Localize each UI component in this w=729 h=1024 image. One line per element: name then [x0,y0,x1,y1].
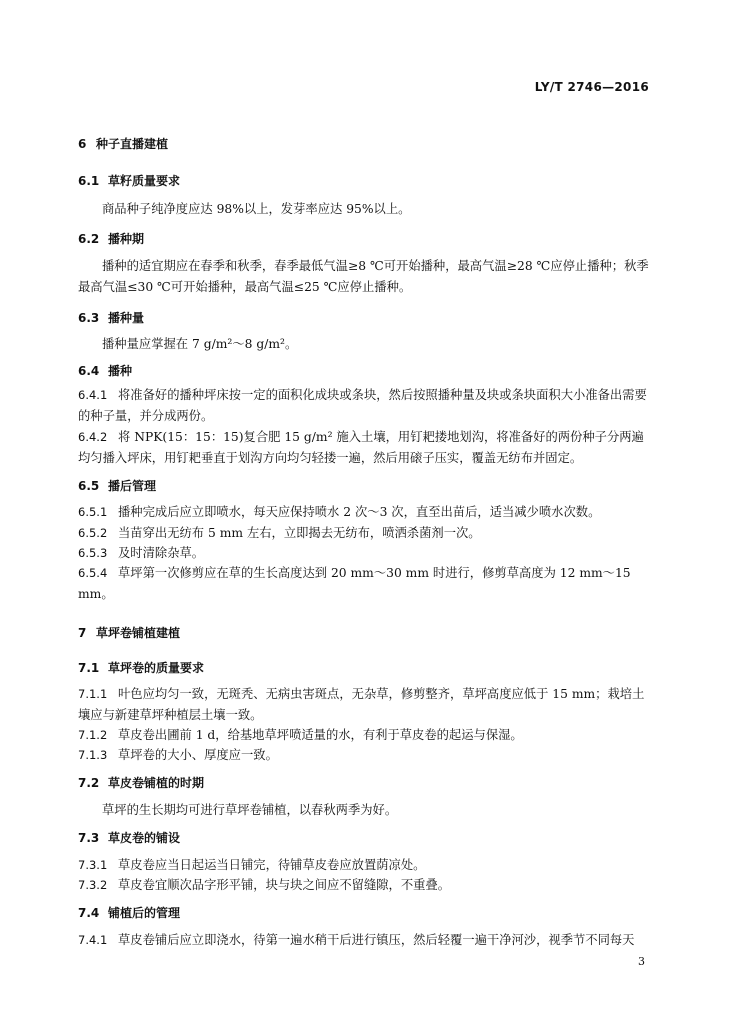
section-6-2-heading [78,230,144,247]
clause-6-5-4 [78,563,650,605]
clause-6-5-1 [78,502,650,523]
clause-7-1-1 [78,684,650,726]
clause-text: 草皮卷应当日起运当日铺完，待铺草皮卷应放置荫凉处。 [118,858,426,872]
section-7-2-heading [78,774,204,791]
section-title: 草皮卷的铺设 [108,831,181,845]
clause-6-5-3 [78,543,650,564]
clause-number: 7.3.1 [78,858,108,872]
section-number: 6.4 [78,364,100,378]
clause-number: 6.5.2 [78,526,108,540]
section-title: 播种量 [108,311,145,325]
clause-number: 7.1.3 [78,748,108,762]
clause-number: 6.4.2 [78,430,108,444]
clause-text: 播种完成后应立即喷水，每天应保持喷水 2 次～3 次，直至出苗后，适当减少喷水次数。 [118,505,601,519]
section-title: 铺植后的管理 [108,906,181,920]
clause-7-3-1 [78,855,650,876]
section-title: 播后管理 [108,479,157,493]
clause-text: 草坪第一次修剪应在草的生长高度达到 20 mm～30 mm 时进行，修剪草高度为 12 mm～15 mm。 [78,566,631,601]
section-number: 6 [78,137,87,151]
section-number: 7.4 [78,906,100,920]
standard-code: LY/T 2746—2016 [534,80,649,94]
section-title: 草坪卷铺植建植 [96,626,181,640]
clause-text: 草皮卷出圃前 1 d，给基地草坪喷适量的水，有利于草皮卷的起运与保湿。 [118,728,523,742]
clause-number: 6.5.4 [78,566,108,580]
section-number: 6.1 [78,174,100,188]
clause-number: 7.1.2 [78,728,108,742]
section-number: 7.1 [78,661,100,675]
section-6-5-heading [78,477,156,494]
clause-text: 草皮卷铺后应立即浇水，待第一遍水稍干后进行镇压，然后轻覆一遍干净河沙，视季节不同每天 [118,933,635,947]
section-title: 草籽质量要求 [108,174,181,188]
clause-number: 7.3.2 [78,878,108,892]
clause-number: 6.5.3 [78,546,108,560]
clause-text: 将 NPK(15：15：15)复合肥 15 g/m² 施入土壤，用钉耙搂地划沟，将准备好的两份种子分两遍均匀播入坪床，用钉耙垂直于划沟方向均匀轻搂一遍，然后用磙子压实，覆盖无纺布并固定。 [78,430,644,465]
page-number: 3 [638,955,645,968]
section-number: 7.3 [78,831,100,845]
clause-text: 草皮卷宜顺次品字形平铺，块与块之间应不留缝隙，不重叠。 [118,878,451,892]
section-7-2-paragraph: 草坪的生长期均可进行草坪卷铺植，以春秋两季为好。 [102,803,398,817]
clause-number: 7.1.1 [78,687,108,701]
section-title: 草皮卷铺植的时期 [108,776,205,790]
clause-number: 7.4.1 [78,933,108,947]
section-7-4-heading [78,904,180,921]
clause-7-1-3 [78,745,650,766]
clause-text: 当苗穿出无纺布 5 mm 左右，立即揭去无纺布，喷洒杀菌剂一次。 [118,526,481,540]
clause-7-3-2 [78,875,650,896]
section-number: 6.5 [78,479,100,493]
section-7-1-heading [78,659,204,676]
clause-number: 6.5.1 [78,505,108,519]
section-6-1-paragraph: 商品种子纯净度应达 98%以上，发芽率应达 95%以上。 [102,202,411,216]
clause-number: 6.4.1 [78,388,108,402]
section-title: 播种期 [108,232,145,246]
section-title: 草坪卷的质量要求 [108,661,205,675]
section-title: 种子直播建植 [96,137,169,151]
section-number: 7 [78,626,87,640]
clause-6-4-2 [78,427,650,469]
section-6-3-paragraph: 播种量应掌握在 7 g/m²～8 g/m²。 [102,337,298,351]
section-title: 播种 [108,364,133,378]
section-6-4-heading [78,362,132,379]
clause-7-1-2 [78,725,650,746]
section-6-2-paragraph: 播种的适宜期应在春季和秋季，春季最低气温≥8 ℃可开始播种，最高气温≥28 ℃应停止播种；秋季最高气温≤30 ℃可开始播种，最高气温≤25 ℃应停止播种。 [78,259,649,294]
section-7-heading [78,624,180,641]
section-number: 7.2 [78,776,100,790]
clause-7-4-1 [78,930,650,951]
section-number: 6.2 [78,232,100,246]
clause-text: 及时清除杂草。 [118,546,205,560]
section-7-3-heading [78,829,180,846]
section-6-3-heading [78,309,144,326]
section-6-heading [78,135,168,152]
clause-text: 草坪卷的大小、厚度应一致。 [118,748,278,762]
clause-6-5-2 [78,523,650,544]
section-number: 6.3 [78,311,100,325]
section-6-1-heading [78,172,180,189]
clause-6-4-1 [78,385,650,427]
clause-text: 将准备好的播种坪床按一定的面积化成块或条块，然后按照播种量及块或条块面积大小准备出需要的种子量，并分成两份。 [78,388,647,423]
clause-text: 叶色应均匀一致，无斑秃、无病虫害斑点，无杂草，修剪整齐，草坪高度应低于 15 mm；栽培土壤应与新建草坪种植层土壤一致。 [78,687,645,722]
